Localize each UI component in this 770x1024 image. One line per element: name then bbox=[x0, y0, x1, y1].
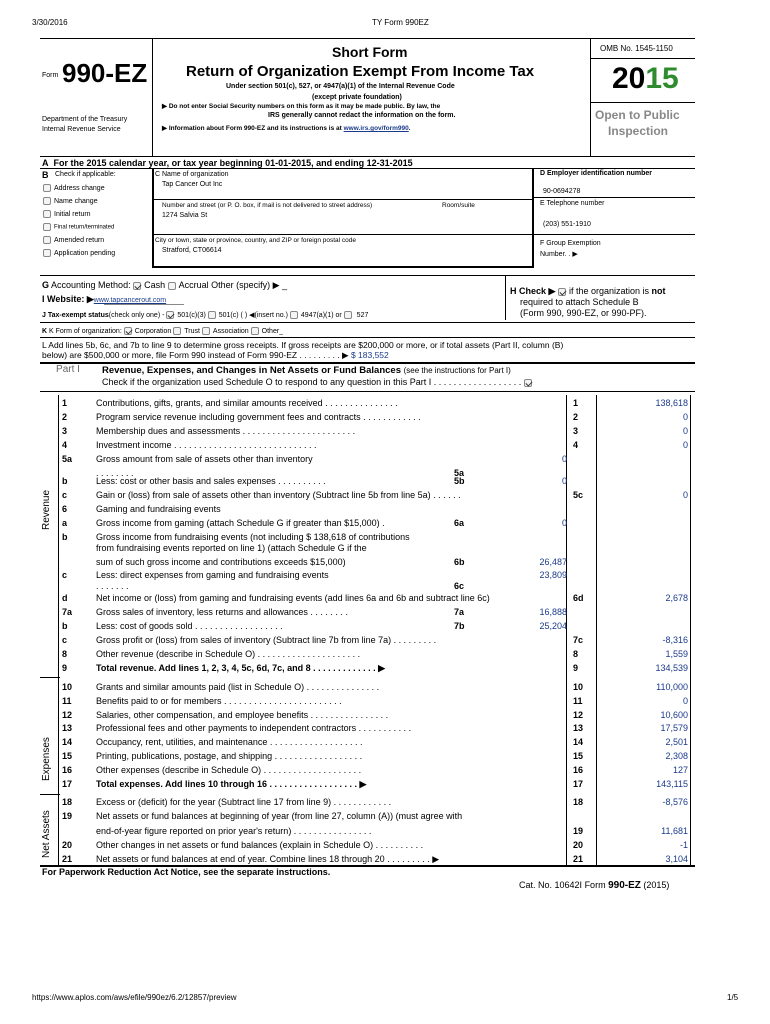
line-box-label: 17 bbox=[573, 779, 584, 789]
line-amount[interactable]: 0 bbox=[682, 412, 688, 422]
line-description: Less: cost of goods sold . . . . . . . . . . . . . . . . . . bbox=[96, 621, 283, 631]
table-row bbox=[0, 593, 770, 606]
501c3-checkbox[interactable] bbox=[166, 311, 174, 319]
part-i-title: Revenue, Expenses, and Changes in Net Assets or Fund Balances (see the instructions for Part I) bbox=[102, 365, 511, 376]
dept-treasury: Department of the Treasury bbox=[42, 116, 128, 123]
table-row bbox=[0, 543, 770, 556]
info-note: ▶ Information about Form 990-EZ and its instructions is at www.irs.gov/form990. bbox=[162, 125, 411, 132]
website-value[interactable]: www.tapcancerout.com bbox=[93, 297, 167, 304]
table-row bbox=[0, 504, 770, 517]
line-number: 17 bbox=[62, 779, 73, 789]
line-number: 1 bbox=[62, 398, 68, 408]
accrual-checkbox[interactable] bbox=[168, 282, 176, 290]
print-url: https://www.aplos.com/aws/efile/990ez/6.2/12857/preview bbox=[32, 993, 237, 1002]
line-amount[interactable]: 10,600 bbox=[660, 710, 688, 720]
gross-receipts-line1: L Add lines 5b, 6c, and 7b to line 9 to determine gross receipts. If gross receipts are $200,000 or more, or if total assets (Part II, column (B) bbox=[42, 340, 564, 350]
open-to-public: Open to Public bbox=[595, 108, 680, 122]
phone-label: E Telephone number bbox=[540, 200, 605, 207]
table-row bbox=[0, 490, 770, 503]
line-amount[interactable]: 134,539 bbox=[655, 663, 688, 673]
line-amount[interactable]: 2,501 bbox=[665, 737, 688, 747]
group-exemption-label: F Group Exemption bbox=[540, 240, 601, 247]
irs-note: IRS generally cannot redact the information on the form. bbox=[268, 112, 456, 119]
city-value: Stratford, CT06614 bbox=[162, 247, 222, 254]
ein-label: D Employer identification number bbox=[540, 170, 653, 177]
inner-amount[interactable]: 0 bbox=[561, 454, 567, 464]
line-description: Membership dues and assessments . . . . . . . . . . . . . . . . . . . . . . . bbox=[96, 426, 356, 436]
line-description: Professional fees and other payments to independent contractors . . . . . . . . . . . bbox=[96, 723, 412, 733]
group-exemption-number: Number. . ▶ bbox=[540, 251, 578, 258]
line-box-label: 18 bbox=[573, 797, 584, 807]
line-number: 6 bbox=[62, 504, 68, 514]
line-number: 19 bbox=[62, 811, 73, 821]
line-description: Program service revenue including government fees and contracts . . . . . . . . . . . . bbox=[96, 412, 421, 422]
line-box-label: 10 bbox=[573, 682, 584, 692]
schedule-b-line3: (Form 990, 990-EZ, or 990-PF). bbox=[520, 308, 647, 318]
print-title: TY Form 990EZ bbox=[372, 18, 429, 27]
line-number: 14 bbox=[62, 737, 73, 747]
form-label: Form bbox=[42, 72, 59, 79]
line-number: 18 bbox=[62, 797, 73, 807]
check-initial-return[interactable]: Initial return bbox=[43, 210, 91, 218]
line-box-label: 19 bbox=[573, 826, 584, 836]
line-description: sum of such gross income and contributions exceeds $15,000) bbox=[96, 557, 346, 567]
inner-amount[interactable]: 0 bbox=[561, 518, 567, 528]
line-amount[interactable]: 138,618 bbox=[655, 398, 688, 408]
line-number: 20 bbox=[62, 840, 73, 850]
line-number: 11 bbox=[62, 696, 72, 706]
line-box-label: 2 bbox=[573, 412, 579, 422]
label-b: B bbox=[42, 170, 49, 180]
line-number: 9 bbox=[62, 663, 68, 673]
501c-checkbox[interactable] bbox=[208, 311, 216, 319]
table-row bbox=[0, 518, 770, 531]
line-description: Gross income from fundraising events (not including $ 138,618 of contributions bbox=[96, 532, 410, 542]
inner-box-label: 5b bbox=[454, 476, 465, 486]
line-number: d bbox=[62, 593, 68, 603]
table-row bbox=[0, 621, 770, 634]
form-title: Return of Organization Exempt From Income Tax bbox=[186, 63, 535, 80]
line-box-label: 20 bbox=[573, 840, 584, 850]
table-row bbox=[0, 710, 770, 723]
expenses-side-label: Expenses bbox=[41, 737, 52, 781]
table-row bbox=[0, 765, 770, 778]
line-number: 15 bbox=[62, 751, 73, 761]
527-checkbox[interactable] bbox=[344, 311, 352, 319]
line-number: 4 bbox=[62, 440, 68, 450]
line-amount[interactable]: 1,559 bbox=[665, 649, 688, 659]
trust-checkbox[interactable] bbox=[173, 327, 181, 335]
line-amount[interactable]: 17,579 bbox=[660, 723, 688, 733]
schedule-b-line2: required to attach Schedule B bbox=[520, 297, 639, 307]
line-box-label: 11 bbox=[573, 696, 583, 706]
line-description: Total expenses. Add lines 10 through 16 . . . . . . . . . . . . . . . . . . ▶ bbox=[96, 779, 367, 789]
line-description: Occupancy, rent, utilities, and maintenance . . . . . . . . . . . . . . . . . . . bbox=[96, 737, 363, 747]
corporation-checkbox[interactable] bbox=[124, 327, 132, 335]
table-row bbox=[0, 454, 770, 467]
table-row bbox=[0, 737, 770, 750]
ein-value: 90-0694278 bbox=[543, 188, 581, 195]
line-description: end-of-year figure reported on prior year's return) . . . . . . . . . . . . . . . . bbox=[96, 826, 372, 836]
check-if-applicable: Check if applicable: bbox=[55, 171, 116, 178]
line-box-label: 1 bbox=[573, 398, 579, 408]
city-label: City or town, state or province, country, and ZIP or foreign postal code bbox=[155, 237, 356, 244]
line-amount[interactable]: 3,104 bbox=[665, 854, 688, 864]
website-label: I Website: ▶www.tapcancerout.com bbox=[42, 294, 167, 304]
paperwork-notice: For Paperwork Reduction Act Notice, see the separate instructions. bbox=[42, 867, 331, 877]
line-description: Grants and similar amounts paid (list in Schedule O) . . . . . . . . . . . . . . . bbox=[96, 682, 380, 692]
line-description: Other revenue (describe in Schedule O) . . . . . . . . . . . . . . . . . . . . . bbox=[96, 649, 361, 659]
inner-amount[interactable]: 0 bbox=[561, 476, 567, 486]
check-address-change[interactable]: Address change bbox=[43, 184, 105, 192]
line-number: b bbox=[62, 476, 68, 486]
schedule-o-checkbox[interactable] bbox=[524, 379, 532, 387]
line-amount[interactable]: 11,681 bbox=[661, 826, 688, 836]
association-checkbox[interactable] bbox=[202, 327, 210, 335]
table-row bbox=[0, 797, 770, 810]
inner-box-label: 6a bbox=[454, 518, 465, 528]
schedule-b-check: H Check ▶ if the organization is not bbox=[510, 286, 666, 296]
short-form-title: Short Form bbox=[332, 44, 408, 60]
inner-box-label: 6c bbox=[454, 581, 465, 591]
line-box-label: 6d bbox=[573, 593, 584, 603]
check-final-return[interactable]: Final return/terminated bbox=[43, 223, 114, 231]
line-box-label: 21 bbox=[573, 854, 584, 864]
line-amount[interactable]: 127 bbox=[672, 765, 688, 775]
line-amount[interactable]: -8,316 bbox=[662, 635, 688, 645]
line-box-label: 7c bbox=[573, 635, 584, 645]
line-number: b bbox=[62, 532, 68, 542]
table-row bbox=[0, 398, 770, 411]
schedule-o-check: Check if the organization used Schedule O to respond to any question in this Part I . . . . . . . . . . . . . . . . . . bbox=[102, 377, 535, 387]
line-number: 10 bbox=[62, 682, 73, 692]
table-row bbox=[0, 440, 770, 453]
street-value: 1274 Salvia St bbox=[162, 212, 208, 219]
inner-box-label: 6b bbox=[454, 557, 465, 567]
room-label: Room/suite bbox=[442, 202, 475, 209]
print-page: 1/5 bbox=[727, 993, 739, 1002]
line-number: 16 bbox=[62, 765, 73, 775]
line-box-label: 3 bbox=[573, 426, 579, 436]
schedule-b-checkbox[interactable] bbox=[558, 288, 566, 296]
gross-receipts-value: $ 183,552 bbox=[350, 350, 389, 360]
line-box-label: 12 bbox=[573, 710, 584, 720]
line-description: Other expenses (describe in Schedule O) . . . . . . . . . . . . . . . . . . . . bbox=[96, 765, 362, 775]
revenue-side-label: Revenue bbox=[41, 489, 52, 530]
tax-year: 2015 bbox=[612, 62, 679, 95]
line-box-label: 5c bbox=[573, 490, 584, 500]
table-row bbox=[0, 840, 770, 853]
line-description: . . . . . . . bbox=[96, 581, 129, 591]
table-row bbox=[0, 412, 770, 425]
table-row bbox=[0, 663, 770, 676]
print-date: 3/30/2016 bbox=[32, 18, 68, 27]
line-description: Net assets or fund balances at end of year. Combine lines 18 through 20 . . . . . . . . . ▶ bbox=[96, 854, 440, 864]
table-row bbox=[0, 635, 770, 648]
line-number: 21 bbox=[62, 854, 73, 864]
line-number: c bbox=[62, 490, 68, 500]
net-assets-side-label: Net Assets bbox=[41, 810, 52, 858]
line-description: Salaries, other compensation, and employee benefits . . . . . . . . . . . . . . . . bbox=[96, 710, 389, 720]
line-description: Other changes in net assets or fund balances (explain in Schedule O) . . . . . . . . . . bbox=[96, 840, 424, 850]
table-row bbox=[0, 751, 770, 764]
check-name-change[interactable]: Name change bbox=[43, 197, 98, 205]
line-amount[interactable]: 0 bbox=[682, 426, 688, 436]
inner-box-label: 7a bbox=[454, 607, 465, 617]
inner-amount[interactable]: 16,888 bbox=[539, 607, 567, 617]
line-amount[interactable]: 143,115 bbox=[656, 779, 688, 789]
irs-label: Internal Revenue Service bbox=[42, 126, 121, 133]
accounting-method: G Accounting Method: Cash Accrual Other (specify) ▶ _ bbox=[42, 280, 288, 290]
4947-checkbox[interactable] bbox=[290, 311, 298, 319]
line-description: Contributions, gifts, grants, and similar amounts received . . . . . . . . . . . . . . . bbox=[96, 398, 398, 408]
irs-link[interactable]: www.irs.gov/form990 bbox=[343, 125, 409, 132]
except-private: (except private foundation) bbox=[312, 94, 402, 101]
form-number: 990-EZ bbox=[62, 58, 148, 88]
part-i-label: Part I bbox=[56, 364, 80, 375]
inner-box-label: 7b bbox=[454, 621, 465, 631]
org-name: Tap Cancer Out Inc bbox=[162, 181, 223, 188]
line-box-label: 9 bbox=[573, 663, 579, 673]
line-description: Gross income from gaming (attach Schedule G if greater than $15,000) . bbox=[96, 518, 385, 528]
line-description: Gaming and fundraising events bbox=[96, 504, 221, 514]
under-section: Under section 501(c), 527, or 4947(a)(1) of the Internal Revenue Code bbox=[226, 83, 455, 90]
line-number: c bbox=[62, 635, 68, 645]
line-description: Net assets or fund balances at beginning of year (from line 27, column (A)) (must agree with bbox=[96, 811, 463, 821]
line-amount[interactable]: 110,000 bbox=[656, 682, 688, 692]
line-number: 12 bbox=[62, 710, 73, 720]
inner-amount[interactable]: 26,487 bbox=[539, 557, 567, 567]
line-description: Gain or (loss) from sale of assets other than inventory (Subtract line 5b from line 5a) . . . . . . bbox=[96, 490, 461, 500]
line-box-label: 13 bbox=[573, 723, 584, 733]
line-box-label: 8 bbox=[573, 649, 579, 659]
section-a: A For the 2015 calendar year, or tax year beginning 01-01-2015, and ending 12-31-2015 bbox=[42, 158, 413, 168]
line-description: Benefits paid to or for members . . . . . . . . . . . . . . . . . . . . . . . . bbox=[96, 696, 342, 706]
gross-receipts-line2: below) are $500,000 or more, file Form 990 instead of Form 990-EZ . . . . . . . . . ▶ $ 183,552 bbox=[42, 350, 389, 360]
inner-box-label: 5a bbox=[454, 468, 465, 478]
org-name-label: C Name of organization bbox=[155, 171, 229, 178]
line-amount[interactable]: 2,678 bbox=[665, 593, 688, 603]
line-description: . . . . . . . . bbox=[96, 468, 134, 478]
phone-value: (203) 551-1910 bbox=[543, 221, 591, 228]
table-row bbox=[0, 649, 770, 662]
line-description: Gross profit or (loss) from sales of inventory (Subtract line 7b from line 7a) . . . . . . . . . bbox=[96, 635, 437, 645]
line-number: 2 bbox=[62, 412, 68, 422]
line-description: from fundraising events reported on line 1) (attach Schedule G if the bbox=[96, 543, 367, 553]
line-number: b bbox=[62, 621, 68, 631]
table-row bbox=[0, 826, 770, 839]
table-row bbox=[0, 476, 770, 489]
inner-amount[interactable]: 23,809 bbox=[539, 570, 567, 580]
line-amount[interactable]: 0 bbox=[682, 696, 688, 706]
table-row bbox=[0, 682, 770, 695]
table-row bbox=[0, 779, 770, 792]
line-number: a bbox=[62, 518, 68, 528]
line-box-label: 4 bbox=[573, 440, 579, 450]
table-row bbox=[0, 426, 770, 439]
line-number: c bbox=[62, 570, 68, 580]
line-amount[interactable]: -1 bbox=[679, 840, 688, 850]
line-description: Total revenue. Add lines 1, 2, 3, 4, 5c, 6d, 7c, and 8 . . . . . . . . . . . . . ▶ bbox=[96, 663, 386, 673]
table-row bbox=[0, 811, 770, 824]
inner-amount[interactable]: 25,204 bbox=[539, 621, 567, 631]
line-number: 13 bbox=[62, 723, 73, 733]
line-number: 5a bbox=[62, 454, 73, 464]
line-box-label: 16 bbox=[573, 765, 584, 775]
line-description: Printing, publications, postage, and shipping . . . . . . . . . . . . . . . . . . bbox=[96, 751, 363, 761]
ssn-note: ▶ Do not enter Social Security numbers on this form as it may be made public. By law, the bbox=[162, 103, 441, 110]
tax-exempt-status: J Tax-exempt status(check only one) - 501(c)(3) 501(c) ( ) ◀(insert no.) 4947(a)(1) or 527 bbox=[42, 312, 369, 319]
footer-form: Cat. No. 10642I Form 990-EZ (2015) bbox=[519, 880, 670, 891]
check-application-pending[interactable]: Application pending bbox=[43, 249, 115, 257]
table-row bbox=[0, 607, 770, 620]
check-amended-return[interactable]: Amended return bbox=[43, 236, 104, 244]
line-description: Gross sales of inventory, less returns and allowances . . . . . . . . bbox=[96, 607, 348, 617]
line-description: Investment income . . . . . . . . . . . . . . . . . . . . . . . . . . . . . bbox=[96, 440, 317, 450]
line-description: Net income or (loss) from gaming and fundraising events (add lines 6a and 6b and subtract line 6c) bbox=[96, 593, 490, 603]
line-description: Excess or (deficit) for the year (Subtract line 17 from line 9) . . . . . . . . . . . . bbox=[96, 797, 392, 807]
line-amount[interactable]: 0 bbox=[682, 440, 688, 450]
line-description: Less: direct expenses from gaming and fundraising events bbox=[96, 570, 329, 580]
line-amount[interactable]: 0 bbox=[682, 490, 688, 500]
line-box-label: 14 bbox=[573, 737, 584, 747]
line-description: Gross amount from sale of assets other than inventory bbox=[96, 454, 313, 464]
line-amount[interactable]: 2,308 bbox=[665, 751, 688, 761]
table-row bbox=[0, 557, 770, 570]
line-number: 3 bbox=[62, 426, 68, 436]
inspection: Inspection bbox=[608, 124, 669, 138]
form-of-organization: K K Form of organization: Corporation Trust Association Other_ bbox=[42, 327, 284, 335]
omb-number: OMB No. 1545-1150 bbox=[600, 44, 673, 53]
line-box-label: 15 bbox=[573, 751, 584, 761]
line-description: Less: cost or other basis and sales expenses . . . . . . . . . . bbox=[96, 476, 326, 486]
street-label: Number and street (or P. O. box, if mail is not delivered to street address) bbox=[162, 202, 373, 209]
table-row bbox=[0, 723, 770, 736]
line-number: 7a bbox=[62, 607, 73, 617]
line-number: 8 bbox=[62, 649, 68, 659]
cash-checkbox[interactable] bbox=[133, 282, 141, 290]
line-amount[interactable]: -8,576 bbox=[662, 797, 688, 807]
table-row bbox=[0, 696, 770, 709]
other-checkbox[interactable] bbox=[251, 327, 259, 335]
